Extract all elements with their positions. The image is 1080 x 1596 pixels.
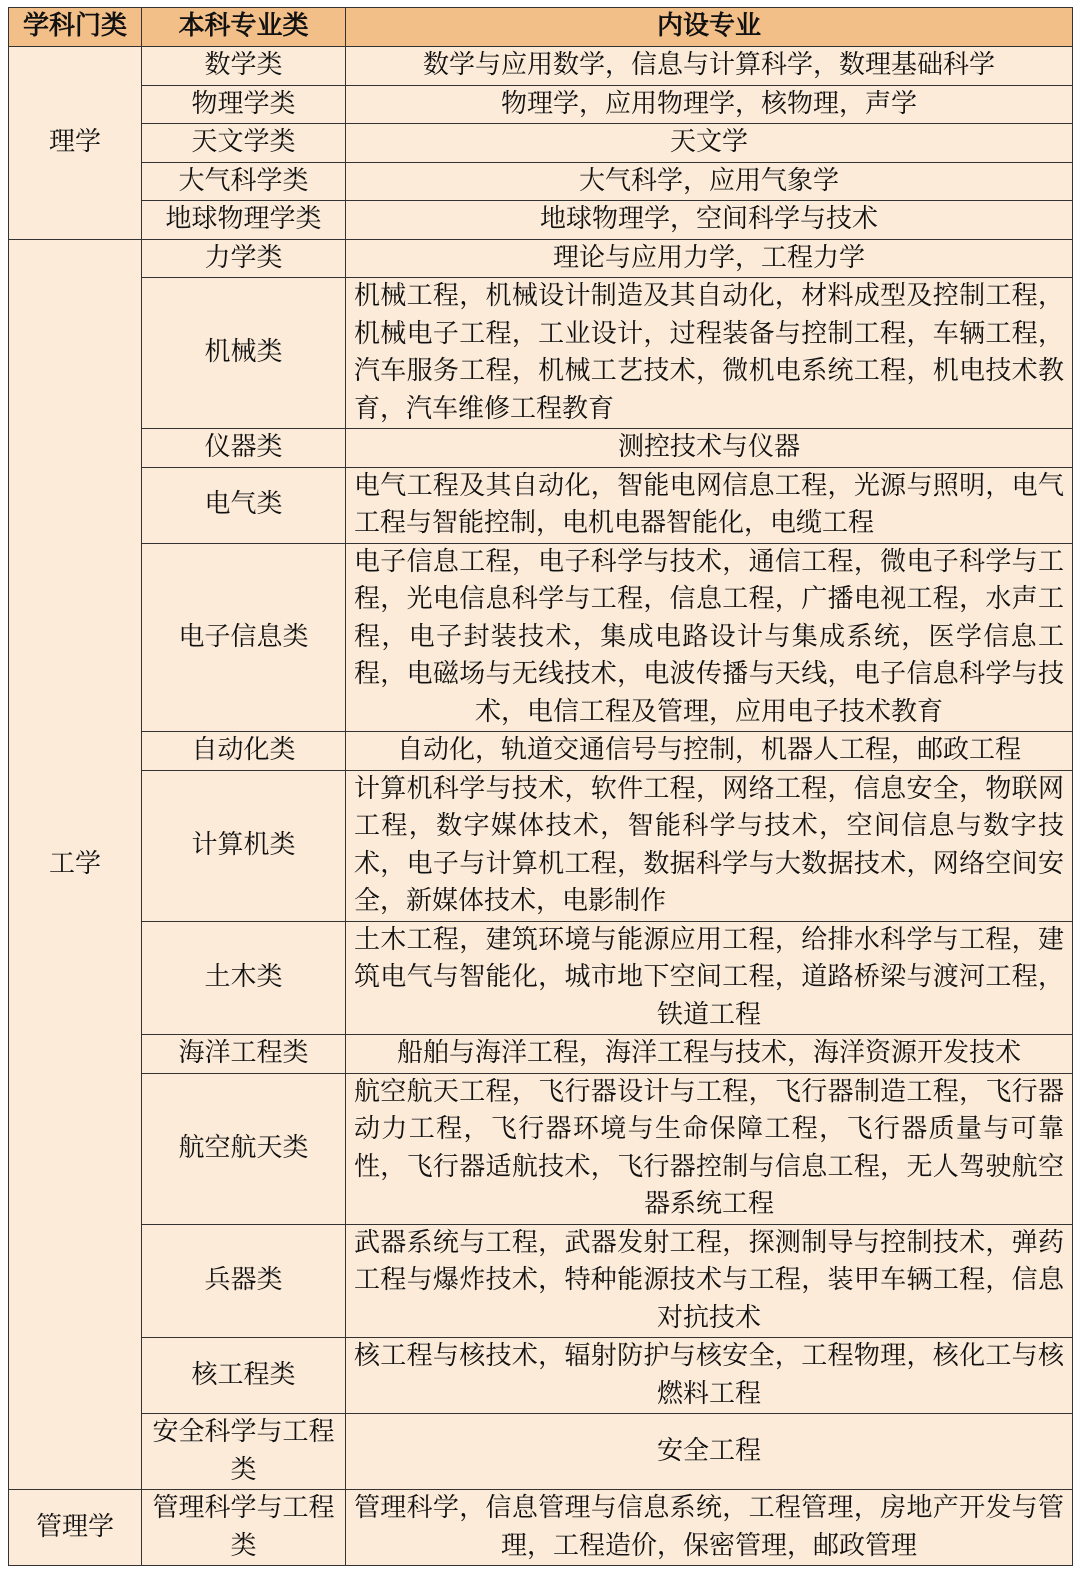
class-cell: 物理学类 — [142, 85, 346, 124]
class-cell: 数学类 — [142, 47, 346, 86]
majors-cell: 航空航天工程，飞行器设计与工程，飞行器制造工程，飞行器动力工程，飞行器环境与生命保障工程，飞行器质量与可靠性，飞行器适航技术，飞行器控制与信息工程，无人驾驶航空器系统工程 — [346, 1073, 1073, 1224]
table-row — [9, 47, 1073, 86]
table-row — [9, 1035, 1073, 1074]
majors-cell: 大气科学，应用气象学 — [346, 162, 1073, 201]
table-row — [9, 921, 1073, 1035]
majors-cell: 武器系统与工程，武器发射工程，探测制导与控制技术，弹药工程与爆炸技术，特种能源技术与工程，装甲车辆工程，信息对抗技术 — [346, 1224, 1073, 1338]
majors-cell: 机械工程，机械设计制造及其自动化，材料成型及控制工程，机械电子工程，工业设计，过程装备与控制工程，车辆工程，汽车服务工程，机械工艺技术，微机电系统工程，机电技术教育，汽车维修工程教育 — [346, 278, 1073, 429]
class-cell: 电子信息类 — [142, 543, 346, 732]
class-cell: 土木类 — [142, 921, 346, 1035]
header-row — [9, 8, 1073, 47]
table-row — [9, 1338, 1073, 1414]
class-cell: 自动化类 — [142, 732, 346, 771]
majors-cell: 数学与应用数学，信息与计算科学，数理基础科学 — [346, 47, 1073, 86]
majors-cell: 理论与应用力学，工程力学 — [346, 239, 1073, 278]
table-row — [9, 429, 1073, 468]
table-row — [9, 201, 1073, 240]
header-category: 学科门类 — [9, 8, 142, 47]
table-row — [9, 1414, 1073, 1490]
class-cell: 仪器类 — [142, 429, 346, 468]
table-row — [9, 1224, 1073, 1338]
majors-cell: 地球物理学，空间科学与技术 — [346, 201, 1073, 240]
table-row — [9, 124, 1073, 163]
majors-cell: 土木工程，建筑环境与能源应用工程，给排水科学与工程，建筑电气与智能化，城市地下空间工程，道路桥梁与渡河工程，铁道工程 — [346, 921, 1073, 1035]
category-cell: 管理学 — [9, 1490, 142, 1566]
class-cell: 大气科学类 — [142, 162, 346, 201]
class-cell: 力学类 — [142, 239, 346, 278]
class-cell: 计算机类 — [142, 770, 346, 921]
class-cell: 兵器类 — [142, 1224, 346, 1338]
majors-cell: 电子信息工程，电子科学与技术，通信工程，微电子科学与工程，光电信息科学与工程，信息工程，广播电视工程，水声工程，电子封装技术，集成电路设计与集成系统，医学信息工程，电磁场与无线技术，电波传播与天线，电子信息科学与技术，电信工程及管理，应用电子技术教育 — [346, 543, 1073, 732]
header-majors: 内设专业 — [346, 8, 1073, 47]
class-cell: 地球物理学类 — [142, 201, 346, 240]
majors-cell: 测控技术与仪器 — [346, 429, 1073, 468]
majors-cell: 电气工程及其自动化，智能电网信息工程，光源与照明，电气工程与智能控制，电机电器智能化，电缆工程 — [346, 467, 1073, 543]
category-cell: 工学 — [9, 239, 142, 1490]
majors-cell: 天文学 — [346, 124, 1073, 163]
majors-cell: 核工程与核技术，辐射防护与核安全，工程物理，核化工与核燃料工程 — [346, 1338, 1073, 1414]
majors-cell: 自动化，轨道交通信号与控制，机器人工程，邮政工程 — [346, 732, 1073, 771]
class-cell: 安全科学与工程类 — [142, 1414, 346, 1490]
category-cell: 理学 — [9, 47, 142, 240]
majors-cell: 安全工程 — [346, 1414, 1073, 1490]
table-row — [9, 1073, 1073, 1224]
majors-cell: 物理学，应用物理学，核物理，声学 — [346, 85, 1073, 124]
table-row — [9, 239, 1073, 278]
majors-cell: 船舶与海洋工程，海洋工程与技术，海洋资源开发技术 — [346, 1035, 1073, 1074]
class-cell: 核工程类 — [142, 1338, 346, 1414]
table-row — [9, 85, 1073, 124]
class-cell: 天文学类 — [142, 124, 346, 163]
table-row — [9, 1490, 1073, 1566]
majors-cell: 计算机科学与技术，软件工程，网络工程，信息安全，物联网工程，数字媒体技术，智能科学与技术，空间信息与数字技术，电子与计算机工程，数据科学与大数据技术，网络空间安全，新媒体技术，电影制作 — [346, 770, 1073, 921]
table-row — [9, 162, 1073, 201]
class-cell: 电气类 — [142, 467, 346, 543]
header-class: 本科专业类 — [142, 8, 346, 47]
majors-cell: 管理科学，信息管理与信息系统，工程管理，房地产开发与管理，工程造价，保密管理，邮政管理 — [346, 1490, 1073, 1566]
major-classification-table — [8, 7, 1073, 1566]
class-cell: 管理科学与工程类 — [142, 1490, 346, 1566]
table-row — [9, 732, 1073, 771]
class-cell: 航空航天类 — [142, 1073, 346, 1224]
table-row — [9, 770, 1073, 921]
table-row — [9, 543, 1073, 732]
class-cell: 机械类 — [142, 278, 346, 429]
class-cell: 海洋工程类 — [142, 1035, 346, 1074]
table-row — [9, 467, 1073, 543]
table-row — [9, 278, 1073, 429]
